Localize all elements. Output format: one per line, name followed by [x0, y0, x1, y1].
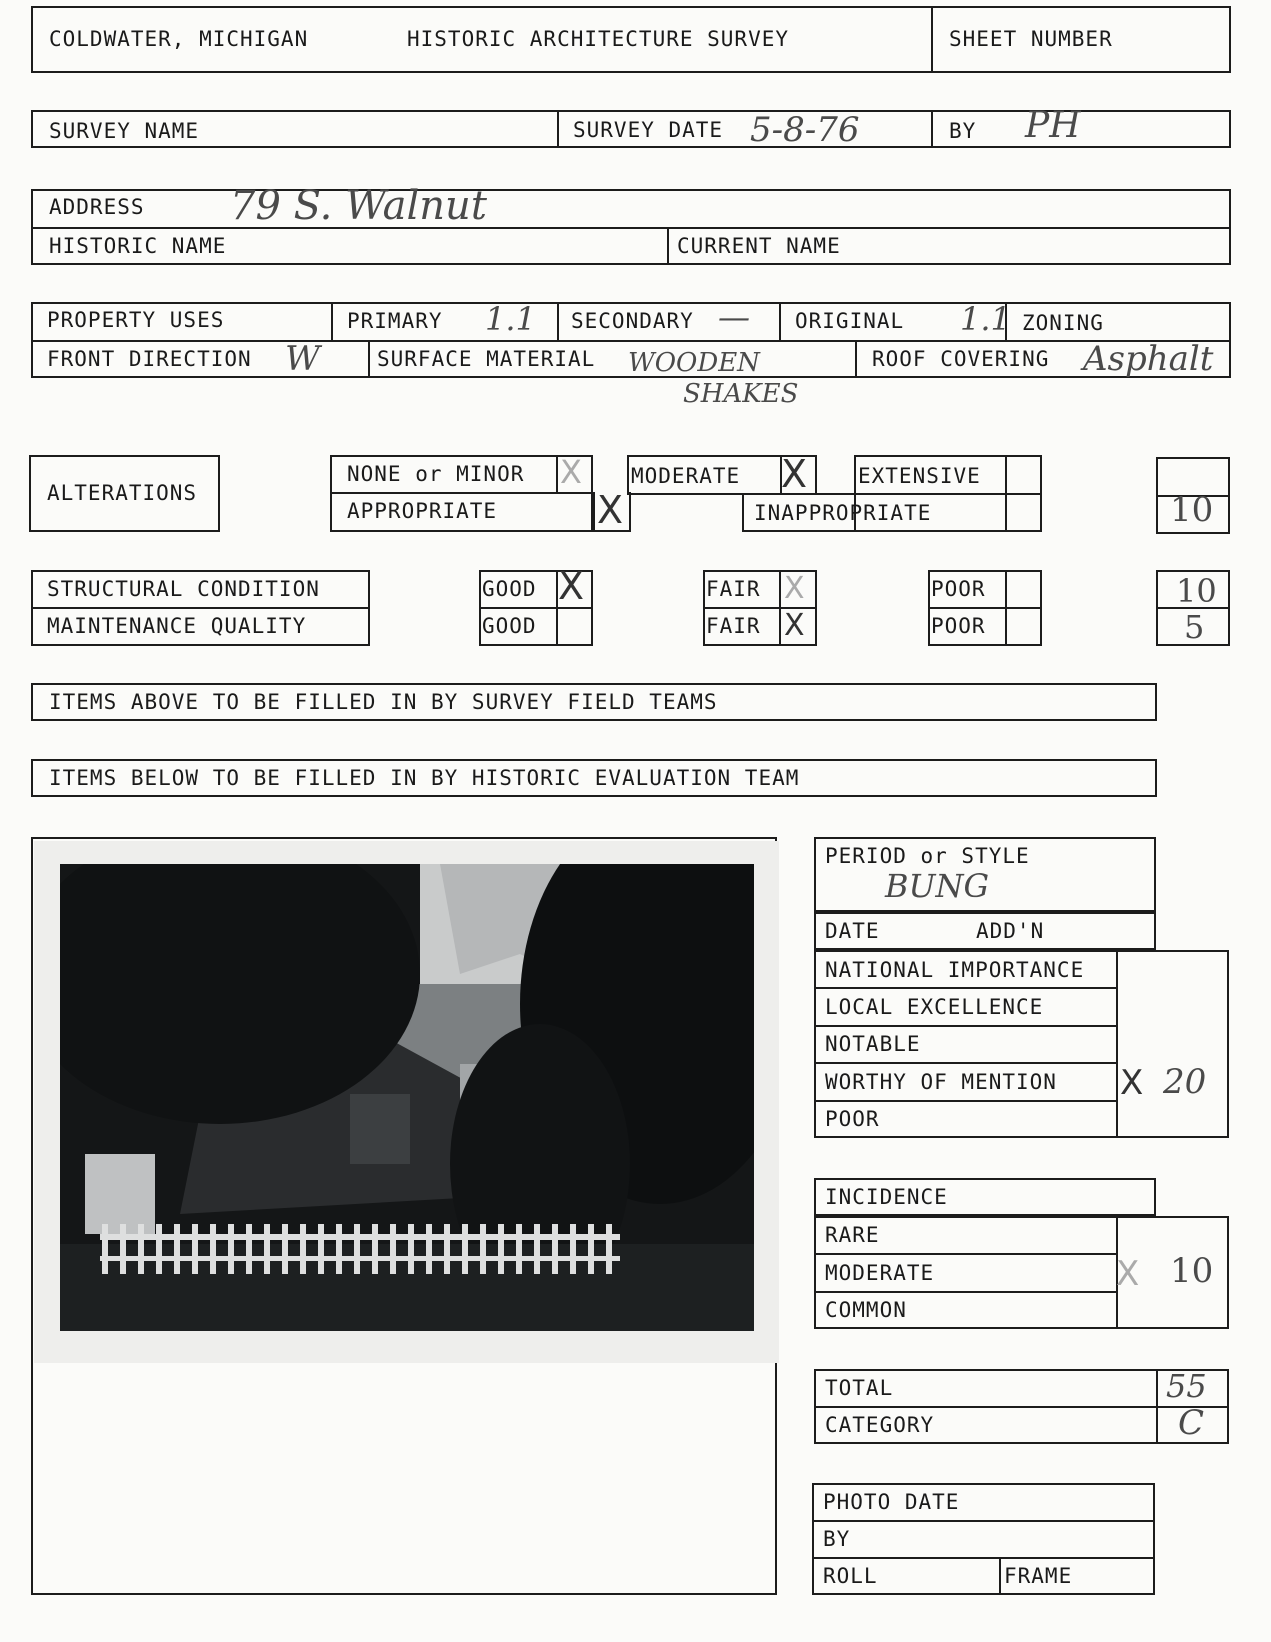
sheet-number-label: SHEET NUMBER	[949, 27, 1113, 51]
none-minor-label: NONE or MINOR	[347, 462, 525, 486]
survey-title: HISTORIC ARCHITECTURE SURVEY	[407, 27, 790, 51]
maintenance-quality-label: MAINTENANCE QUALITY	[47, 614, 307, 638]
surface-material-label: SURFACE MATERIAL	[377, 347, 596, 371]
worthy-of-mention-label: WORTHY OF MENTION	[825, 1070, 1057, 1094]
original-label: ORIGINAL	[795, 309, 905, 333]
moderate-incidence-check: X	[1116, 1254, 1140, 1294]
historic-name-label: HISTORIC NAME	[49, 234, 227, 258]
above-note: ITEMS ABOVE TO BE FILLED IN BY SURVEY FIELD TEAMS	[49, 690, 718, 714]
incidence-label: INCIDENCE	[825, 1185, 948, 1209]
roll-label: ROLL	[823, 1564, 878, 1588]
surface-material-value: WOODEN	[628, 348, 760, 378]
maintenance-score: 5	[1184, 608, 1205, 646]
survey-date-label: SURVEY DATE	[573, 118, 724, 142]
alterations-label: ALTERATIONS	[47, 481, 198, 505]
structural-score: 10	[1176, 572, 1217, 610]
fair-label-structural: FAIR	[706, 577, 761, 601]
addn-label: ADD'N	[976, 919, 1045, 943]
fair-maintenance-check: X	[784, 608, 805, 643]
worthy-check: X	[1120, 1063, 1144, 1103]
survey-date-value: 5-8-76	[750, 110, 860, 150]
extensive-label: EXTENSIVE	[858, 464, 981, 488]
frame-label: FRAME	[1004, 1564, 1073, 1588]
moderate-check: X	[781, 452, 808, 496]
front-direction-value: W	[285, 339, 320, 379]
secondary-value: —	[718, 298, 750, 336]
address-label: ADDRESS	[49, 195, 145, 219]
by-label: BY	[949, 119, 977, 143]
good-label-maintenance: GOOD	[482, 614, 537, 638]
primary-label: PRIMARY	[347, 309, 443, 333]
date-label: DATE	[825, 919, 880, 943]
poor-label-structural: POOR	[931, 577, 986, 601]
secondary-label: SECONDARY	[571, 309, 694, 333]
address-value: 79 S. Walnut	[230, 183, 487, 229]
rare-label: RARE	[825, 1223, 880, 1247]
local-excellence-label: LOCAL EXCELLENCE	[825, 995, 1044, 1019]
current-name-label: CURRENT NAME	[677, 234, 841, 258]
period-style-value: BUNG	[885, 867, 990, 905]
poor-importance-label: POOR	[825, 1107, 880, 1131]
moderate-label: MODERATE	[631, 464, 741, 488]
photo-by-label: BY	[823, 1527, 851, 1551]
city-label: COLDWATER, MICHIGAN	[49, 27, 309, 51]
zoning-label: ZONING	[1022, 311, 1104, 335]
property-uses-label: PROPERTY USES	[47, 308, 225, 332]
fair-label-maintenance: FAIR	[706, 614, 761, 638]
appropriate-check: X	[597, 488, 624, 532]
national-importance-label: NATIONAL IMPORTANCE	[825, 958, 1085, 982]
category-label: CATEGORY	[825, 1413, 935, 1437]
below-note: ITEMS BELOW TO BE FILLED IN BY HISTORIC EVALUATION TEAM	[49, 766, 800, 790]
moderate-incidence-label: MODERATE	[825, 1261, 935, 1285]
appropriate-label: APPROPRIATE	[347, 499, 498, 523]
common-label: COMMON	[825, 1298, 907, 1322]
inappropriate-label: INAPPROPRIATE	[754, 501, 932, 525]
fair-structural-check: X	[784, 571, 805, 606]
none-minor-check: X	[560, 453, 582, 491]
category-value: C	[1178, 1403, 1205, 1443]
importance-score: 20	[1163, 1062, 1207, 1102]
surface-material-value-2: SHAKES	[683, 379, 799, 409]
good-structural-check: X	[558, 564, 585, 608]
primary-value: 1.1	[485, 300, 536, 338]
poor-label-maintenance: POOR	[931, 614, 986, 638]
alterations-score: 10	[1170, 490, 1214, 530]
house-photo	[60, 864, 754, 1331]
incidence-score: 10	[1170, 1251, 1214, 1291]
total-label: TOTAL	[825, 1376, 894, 1400]
by-value: PH	[1025, 105, 1081, 146]
original-value: 1.1	[960, 300, 1011, 338]
photo-date-label: PHOTO DATE	[823, 1490, 960, 1514]
roof-covering-label: ROOF COVERING	[872, 347, 1050, 371]
roof-covering-value: Asphalt	[1083, 339, 1214, 379]
total-value: 55	[1166, 1367, 1207, 1405]
structural-condition-label: STRUCTURAL CONDITION	[47, 577, 320, 601]
notable-label: NOTABLE	[825, 1032, 921, 1056]
good-label-structural: GOOD	[482, 577, 537, 601]
survey-name-label: SURVEY NAME	[49, 119, 200, 143]
period-style-label: PERIOD or STYLE	[825, 844, 1030, 868]
front-direction-label: FRONT DIRECTION	[47, 347, 252, 371]
